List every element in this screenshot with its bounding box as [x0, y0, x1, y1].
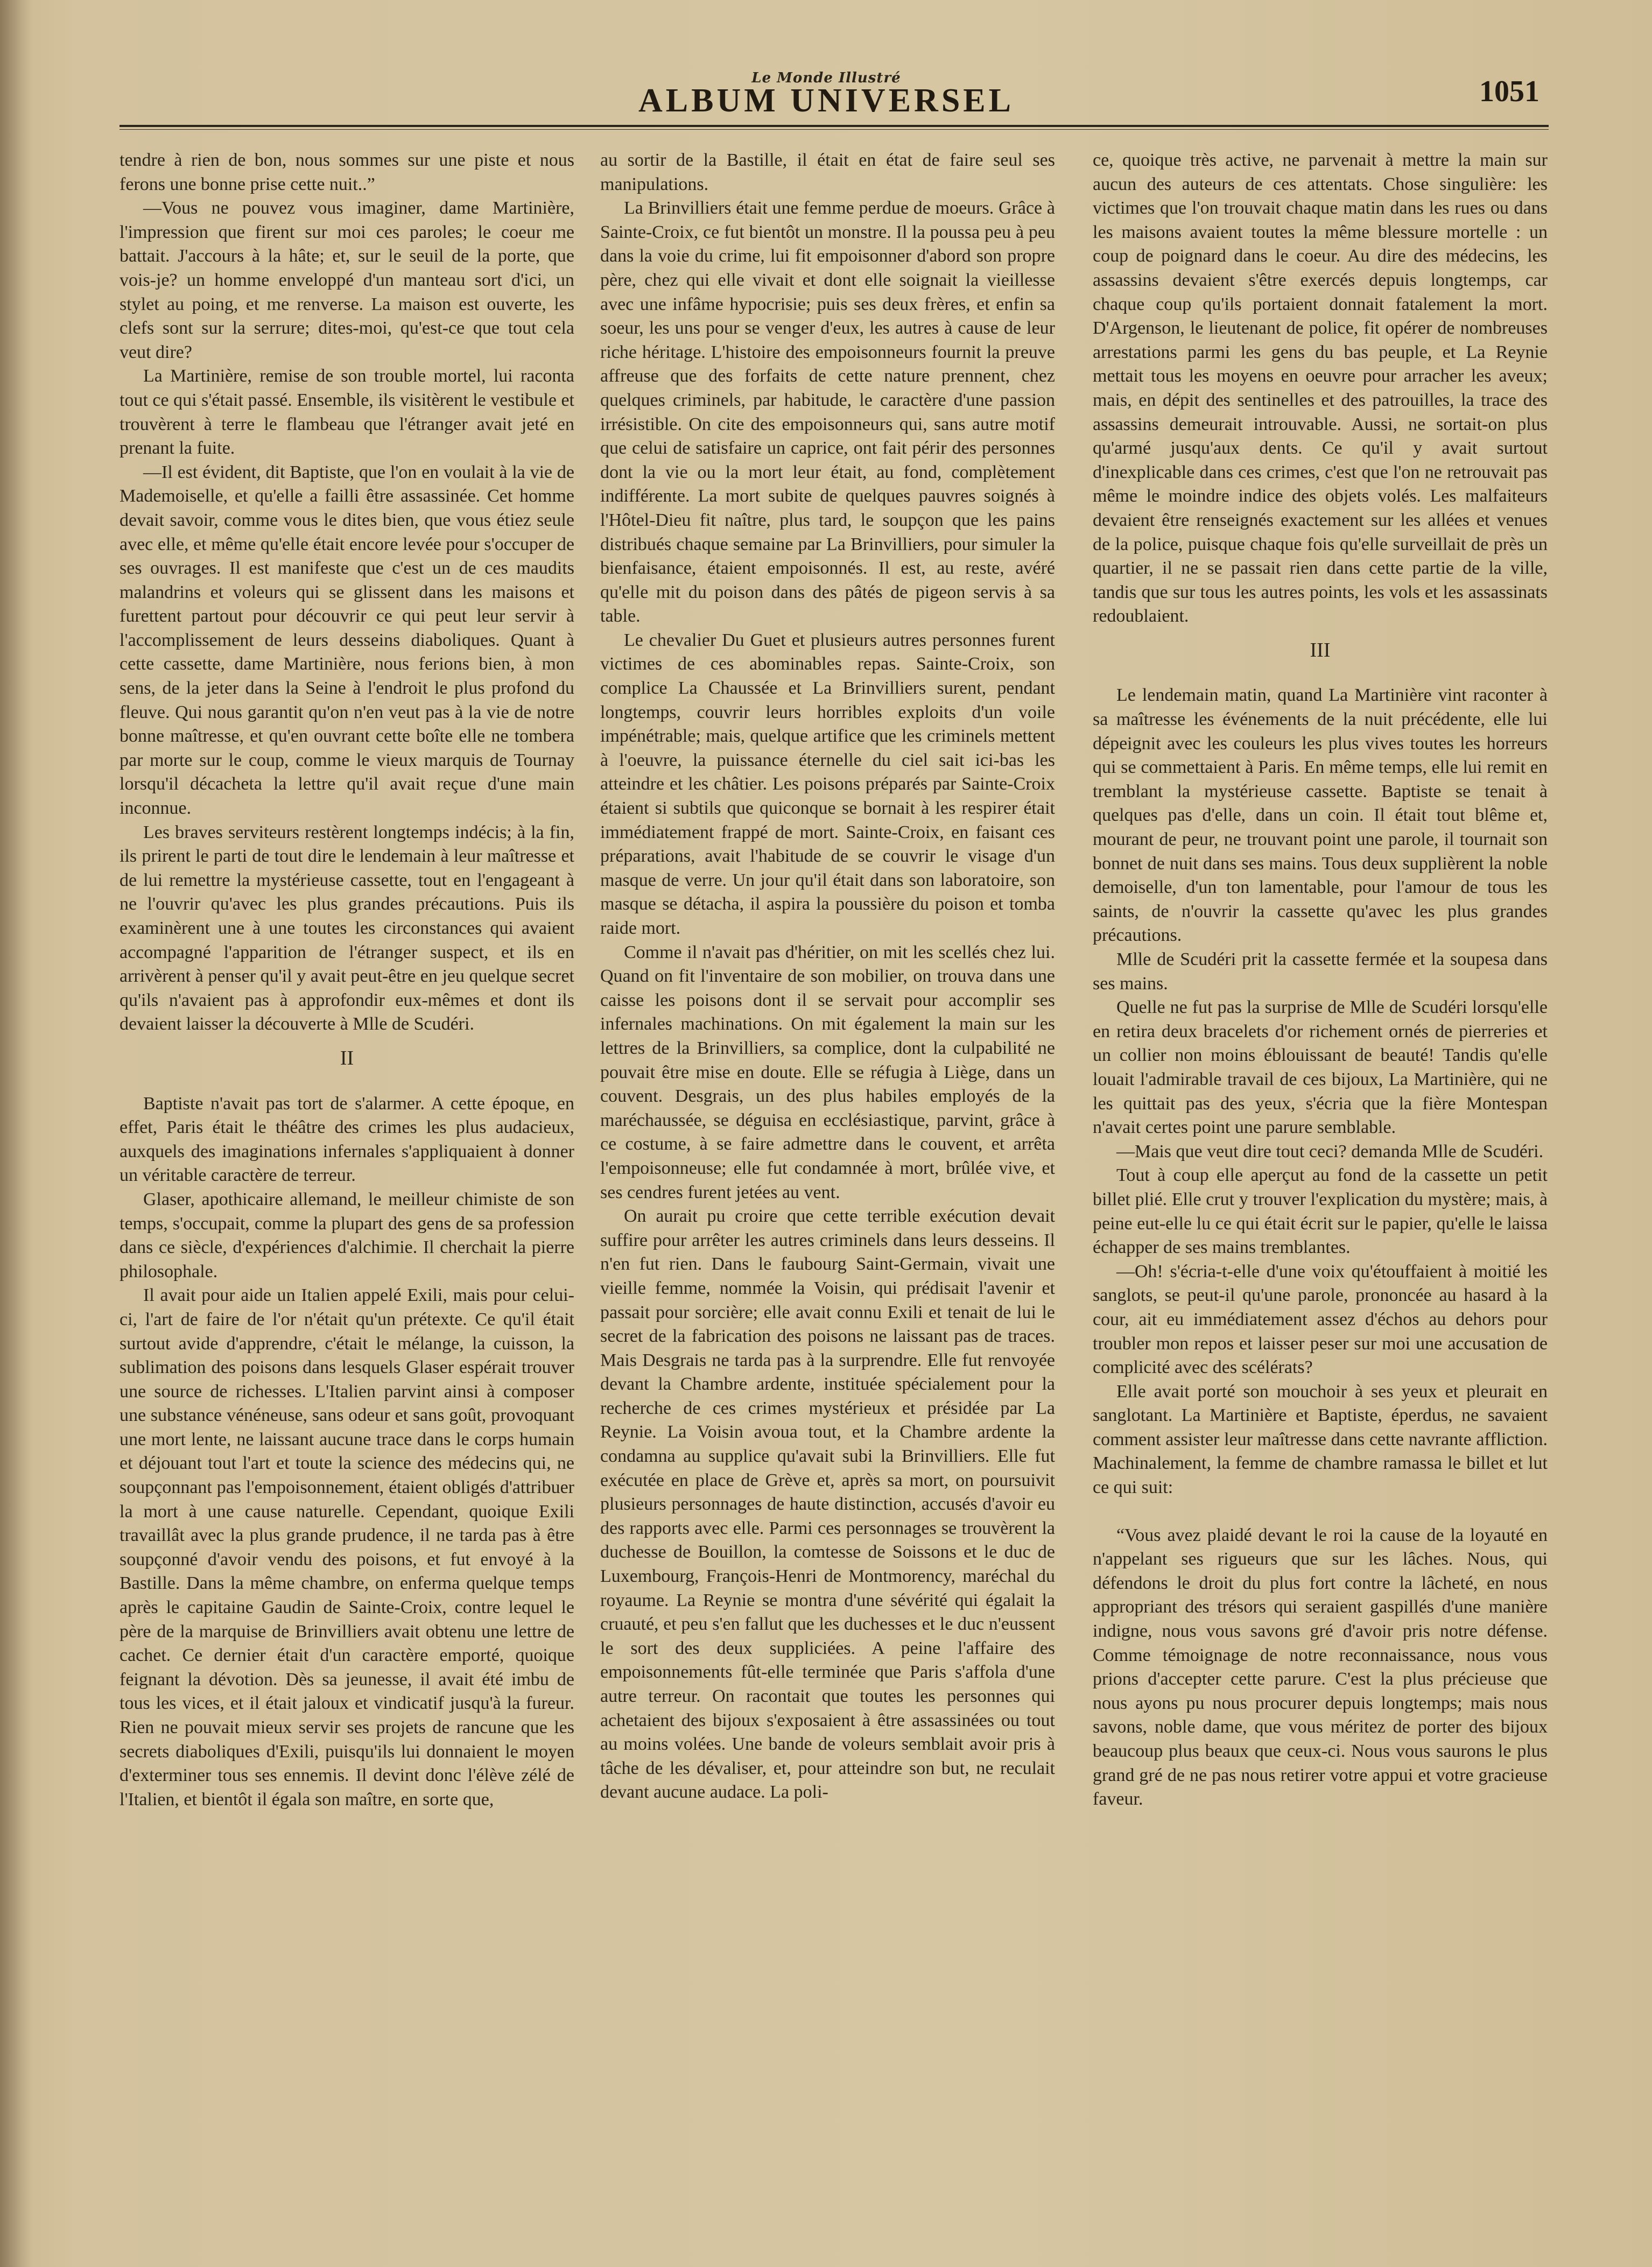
paragraph: ce, quoique très active, ne parvenait à mettre la main sur aucun des auteurs de ces attentats. Chose singulière: les victimes que l'on trouvait chaque matin dans les rues ou dans les maisons avaient toutes la même blessure mortelle : un coup de poignard dans le coeur. Au dire des médecins, les assassins devaient s'être exercés depuis longtemps, car chaque coup qu'ils portaient donnait fatalement la mort. D'Argenson, le lieutenant de police, fit opérer de nombreuses arrestations parmi les gens du bas peuple, et La Reynie mettait tous les moyens en oeuvre pour arracher les aveux; mais, en dépit des sentinelles et des patrouilles, la trace des assassins demeurait introuvable. Aussi, ne sortait-on plus qu'armé jusqu'aux dents. Ce qu'il y avait surtout d'inexplicable dans ces crimes, c'est que l'on ne retrouvait pas même le moindre indice des objets volés. Les malfaiteurs devaient être renseignés exactement sur les allées et venues de la police, puisque chaque fois qu'elle surveillait de près un quartier, il ne se passait rien dans cette partie de la ville, tandis que sur tous les autres points, les vols et les assassinats redoublaient.	[1093, 150, 1548, 626]
paragraph: Elle avait porté son mouchoir à ses yeux et pleurait en sanglotant. La Martinière et Baptiste, éperdus, ne savaient comment assister leur maîtresse dans cette navrante affliction. Machinalement, la femme de chambre ramassa le billet et lut ce qui suit:	[1093, 1381, 1548, 1498]
section-heading: III	[1310, 638, 1331, 661]
paragraph: Le lendemain matin, quand La Martinière vint raconter à sa maîtresse les événements de la nuit précédente, elle lui dépeignit avec les couleurs les plus vives toutes les horreurs qui se commettaient à Paris. En même temps, elle lui remit en tremblant la mystérieuse cassette. Baptiste se tenait à quelques pas d'elle, dans un coin. Il était tout blême et, mourant de peur, ne trouvant point une parole, il tournait son bonnet de nuit dans ses mains. Tous deux supplièrent la noble demoiselle, d'un ton lamentable, pour l'amour de tous les saints, de n'ouvrir la cassette qu'avec les plus grandes précautions.	[1093, 685, 1548, 946]
paragraph: Les braves serviteurs restèrent longtemps indécis; à la fin, ils prirent le parti de tout dire le lendemain à leur maîtresse et de lui remettre la mystérieuse cassette, tout en l'engageant à ne l'ouvrir qu'avec les plus grandes précautions. Puis ils examinèrent une à une toutes les circonstances qui avaient accompagné l'apparition de l'étranger suspect, et ils en arrivèrent à penser qu'il y avait peut-être en jeu quelque secret qu'ils n'avaient pas à approfondir eux-mêmes et dont ils devaient laisser la découverte à Mlle de Scudéri.	[119, 822, 574, 1034]
paragraph: Comme il n'avait pas d'héritier, on mit les scellés chez lui. Quand on fit l'inventaire de son mobilier, on trouva dans une caisse les poisons dont il se servait pour accomplir ses infernales machinations. On mit également la main sur les lettres de la Brinvilliers, sa complice, dont la culpabilité ne pouvait être mise en doute. Elle se réfugia à Liège, dans un couvent. Desgrais, un des plus habiles employés de la maréchaussée, se déguisa en ecclésiastique, parvint, grâce à ce costume, à se faire admettre dans le couvent, et arrêta l'empoisonneuse; elle fut condamnée à mort, brûlée vive, et ses cendres furent jetées au vent.	[600, 942, 1055, 1202]
paragraph: —Oh! s'écria-t-elle d'une voix qu'étouffaient à moitié les sanglots, se peut-il qu'une parole, prononcée au hasard à la cour, ait eu immédiatement assez d'échos au dehors pour troubler mon repos et laisser peser sur moi une accusation de complicité avec des scélérats?	[1093, 1261, 1548, 1378]
header-rule-thin	[119, 129, 1549, 130]
paragraph: Tout à coup elle aperçut au fond de la cassette un petit billet plié. Elle crut y trouver l'explication du mystère; mais, à peine eut-elle lu ce qui était écrit sur le papier, qu'elle le laissa échapper de ses mains tremblantes.	[1093, 1165, 1548, 1258]
masthead-title: ALBUM UNIVERSEL	[638, 82, 1015, 119]
paragraph: —Vous ne pouvez vous imaginer, dame Martinière, l'impression que firent sur moi ces paroles; le coeur me battait. J'accours à la hâte; et, sur le seuil de la porte, que vois-je? un homme enveloppé d'un manteau sort d'ici, un stylet au poing, et me renverse. La maison est ouverte, les clefs sont sur la serrure; dites-moi, qu'est-ce que tout cela veut dire?	[119, 198, 574, 362]
binding-shadow	[0, 0, 32, 2267]
text-column-2	[600, 149, 1055, 1805]
text-column-3	[1093, 149, 1548, 1812]
paragraph: —Mais que veut dire tout ceci? demanda Mlle de Scudéri.	[1116, 1141, 1544, 1161]
paragraph: tendre à rien de bon, nous sommes sur une piste et nous ferons une bonne prise cette nuit..”	[119, 150, 574, 194]
paragraph: Glaser, apothicaire allemand, le meilleur chimiste de son temps, s'occupait, comme la plupart des gens de sa profession dans ce siècle, d'expériences d'alchimie. Il cherchait la pierre philosophale.	[119, 1189, 574, 1282]
paragraph: Il avait pour aide un Italien appelé Exili, mais pour celui-ci, l'art de faire de l'or n'était qu'un prétexte. Ce qu'il était surtout avide d'apprendre, c'était le mélange, la cuisson, la sublimation des poisons dans lesquels Glaser espérait trouver une source de richesses. L'Italien parvint ainsi à composer une substance vénéneuse, sans odeur et sans goût, provoquant une mort lente, ne laissant aucune trace dans le corps humain et déjouant tout l'art et toute la science des médecins qui, ne soupçonnant pas l'empoisonnement, étaient obligés d'attribuer la mort à une cause naturelle. Cependant, quoique Exili travaillât avec la plus grande prudence, il ne tarda pas à être soupçonné d'avoir vendu des poisons, et fut envoyé à la Bastille. Dans la même chambre, on enferma quelque temps après le capitaine Gaudin de Sainte-Croix, contre lequel le père de la marquise de Brinvilliers avait obtenu une lettre de cachet. Ce dernier était d'un caractère emporté, quoique feignant la dévotion. Dès sa jeunesse, il avait été imbu de tous les vices, et il était jaloux et vindicatif jusqu'à la fureur. Rien ne pouvait mieux servir ses projets de rancune que les secrets diaboliques d'Exili, puisqu'ils lui donnaient le moyen d'exterminer tous ses ennemis. Il devint donc l'élève zélé de l'Italien, et bientôt il égala son maître, en sorte que,	[119, 1285, 574, 1810]
header-rule	[119, 125, 1549, 127]
section-heading: II	[340, 1046, 354, 1069]
page-number: 1051	[1479, 75, 1539, 108]
text-column-1	[119, 149, 574, 1812]
paragraph: On aurait pu croire que cette terrible exécution devait suffire pour arrêter les autres criminels dans leurs desseins. Il n'en fut rien. Dans le faubourg Saint-Germain, vivait une vieille femme, nommée la Voisin, qui prédisait l'avenir et passait pour sorcière; elle avait connu Exili et tenait de lui le secret de la fabrication des poisons ne laissant pas de traces. Mais Desgrais ne tarda pas à la surprendre. Elle fut renvoyée devant la Chambre ardente, instituée spécialement pour la recherche de ces crimes mystérieux et présidée par La Reynie. La Voisin avoua tout, et la Chambre ardente la condamna au supplice qu'avait subi la Brinvilliers. Elle fut exécutée en place de Grève et, après sa mort, on poursuivit plusieurs personnages de haute distinction, accusés d'avoir eu des rapports avec elle. Parmi ces personnages se trouvèrent la duchesse de Bouillon, la comtesse de Soissons et le duc de Luxembourg, François-Henri de Montmorency, maréchal du royaume. La Reynie se montra d'une sévérité qui égalait la cruauté, et peu s'en fallut que les duchesses et le duc n'eussent le sort des deux suppliciées. A peine l'affaire des empoisonnements fût-elle terminée que Paris s'affola d'une autre terreur. On racontait que toutes les personnes qui achetaient des bijoux s'exposaient à être assassinées ou tout au moins volées. Une bande de voleurs semblait avoir pris à tâche de les dévaliser, et, pour atteindre son but, ne reculait devant aucune audace. La poli-	[600, 1206, 1055, 1803]
paragraph: au sortir de la Bastille, il était en état de faire seul ses manipulations.	[600, 150, 1055, 194]
masthead-subtitle: Le Monde Illustré	[751, 70, 901, 86]
paragraph: Mlle de Scudéri prit la cassette fermée et la soupesa dans ses mains.	[1093, 949, 1548, 994]
paragraph: Baptiste n'avait pas tort de s'alarmer. A cette époque, en effet, Paris était le théâtre des crimes les plus audacieux, auxquels des imaginations infernales s'appliquaient à donner un véritable caractère de terreur.	[119, 1093, 574, 1186]
paragraph: La Martinière, remise de son trouble mortel, lui raconta tout ce qui s'était passé. Ensemble, ils visitèrent le vestibule et trouvèrent à terre le flambeau que l'étranger avait jeté en prenant la fuite.	[119, 366, 574, 459]
paragraph: “Vous avez plaidé devant le roi la cause de la loyauté en n'appelant ses rigueurs que sur les lâches. Nous, qui défendons le droit du plus fort contre la lâcheté, en nous appropriant des trésors qui seraient gaspillés d'une manière indigne, nous vous savons gré d'avoir pris notre défense. Comme témoignage de notre reconnaissance, nous vous prions d'accepter cette parure. C'est la plus précieuse que nous ayons pu nous procurer depuis longtemps; mais nous savons, noble dame, que vous méritez de porter des bijoux beaucoup plus beaux que ceux-ci. Nous vous saurons le plus grand gré de ne pas nous retirer votre appui et votre gracieuse faveur.	[1093, 1525, 1548, 1810]
paragraph: Le chevalier Du Guet et plusieurs autres personnes furent victimes de ces abominables repas. Sainte-Croix, son complice La Chaussée et La Brinvilliers surent, pendant longtemps, couvrir leurs horribles exploits d'un voile impénétrable; mais, quelque artifice que les criminels mettent à l'oeuvre, la puissance éternelle du ciel sait ici-bas les atteindre et les châtier. Les poisons préparés par Sainte-Croix étaient si subtils que quiconque se bornait à les respirer était immédiatement frappé de mort. Sainte-Croix, en faisant ces préparations, avait l'habitude de se couvrir le visage d'un masque de verre. Un jour qu'il était dans son laboratoire, son masque se détacha, il aspira la poussière du poison et tomba raide mort.	[600, 630, 1055, 938]
paragraph: Quelle ne fut pas la surprise de Mlle de Scudéri lorsqu'elle en retira deux bracelets d'or richement ornés de pierreries et un collier non moins éblouissant de beauté! Tandis qu'elle louait l'admirable travail de ces bijoux, La Martinière, qui ne les quittait pas des yeux, s'écria que la fière Montespan n'avait certes point une parure semblable.	[1093, 997, 1548, 1138]
paragraph: La Brinvilliers était une femme perdue de moeurs. Grâce à Sainte-Croix, ce fut bientôt un monstre. Il la poussa peu à peu dans la voie du crime, lui fit empoisonner d'abord son propre père, chez qui elle vivait et dont elle soignait la vieillesse avec une infâme hypocrisie; puis ses deux frères, et enfin sa soeur, les uns pour se venger d'eux, les autres à cause de leur riche héritage. L'histoire des empoisonneurs fournit la preuve affreuse que des forfaits de cette nature prennent, chez quelques criminels, par habitude, le caractère d'une passion irrésistible. On cite des empoisonneurs qui, sans autre motif que celui de satisfaire un caprice, ont fait périr des personnes dont la vie ou la mort leur était, au fond, complètement indifférente. La mort subite de quelques pauvres soignés à l'Hôtel-Dieu fit naître, plus tard, le soupçon que les pains distribués chaque semaine par La Brinvilliers, pour simuler la bienfaisance, étaient empoisonnés. Il est, au reste, avéré qu'elle mit du poison dans des pâtés de pigeon servis à sa table.	[600, 198, 1055, 626]
paragraph: —Il est évident, dit Baptiste, que l'on en voulait à la vie de Mademoiselle, et qu'elle a failli être assassinée. Cet homme devait savoir, comme vous le dites bien, que vous étiez seule avec elle, et même qu'elle était encore levée pour s'occuper de ses ouvrages. Il est manifeste que c'est un de ces maudits malandrins et voleurs qui se glissent dans les maisons et furettent partout pour découvrir ce qui peut leur servir à l'accomplissement de leurs desseins diaboliques. Quant à cette cassette, dame Martinière, nous ferions bien, à mon sens, de la jeter dans la Seine à l'endroit le plus profond du fleuve. Qui nous garantit qu'on n'en veut pas à la vie de notre bonne maîtresse, et qu'en ouvrant cette boîte elle ne tombera par morte sur le coup, comme le vieux marquis de Tournay lorsqu'il décacheta la lettre qu'il avait reçue d'une main inconnue.	[119, 462, 574, 819]
